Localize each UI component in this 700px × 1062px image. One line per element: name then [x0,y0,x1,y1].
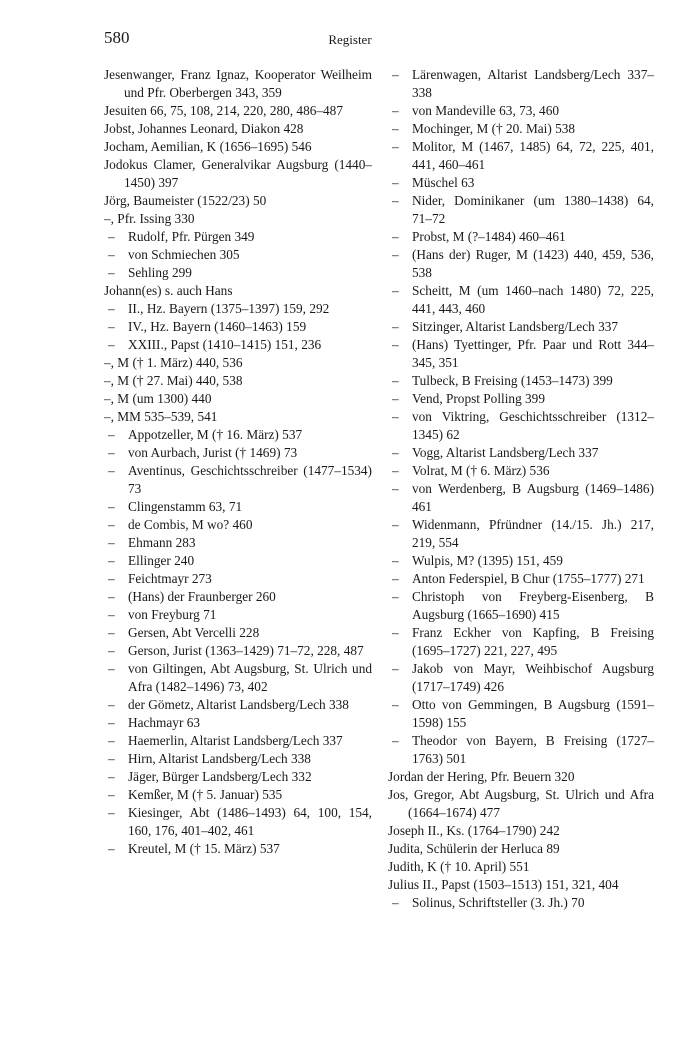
index-entry-text: Judith, K († 10. April) 551 [388,859,530,874]
index-entry [104,318,372,336]
dash-marker: – [392,319,399,334]
index-entry-text: Anton Federspiel, B Chur (1755–1777) 271 [412,571,645,586]
index-entry [104,840,372,858]
index-entry-text: Otto von Gemmingen, B Augsburg (1591–1598) 155 [412,697,654,730]
dash-marker: – [392,409,399,424]
index-entry [104,246,372,264]
dash-marker: – [108,319,115,334]
dash-marker: – [108,265,115,280]
dash-marker: – [392,373,399,388]
dash-marker: – [392,175,399,190]
index-entry [104,786,372,804]
index-entry [104,516,372,534]
index-entry-text: Jäger, Bürger Landsberg/Lech 332 [128,769,312,784]
dash-marker: – [108,499,115,514]
index-entry-text: von Viktring, Geschichtsschreiber (1312–1345) 62 [412,409,654,442]
dash-marker: – [392,103,399,118]
index-entry-text: Christoph von Freyberg-Eisenberg, B Augsburg (1665–1690) 415 [412,589,654,622]
index-entry-text: Theodor von Bayern, B Freising (1727–1763) 501 [412,733,654,766]
index-entry [388,732,654,768]
index-entry-text: der Gömetz, Altarist Landsberg/Lech 338 [128,697,349,712]
index-entry-text: –, M (um 1300) 440 [104,391,212,406]
index-entry-text: Sitzinger, Altarist Landsberg/Lech 337 [412,319,619,334]
index-entry [388,228,654,246]
index-entry-text: –, MM 535–539, 541 [104,409,218,424]
index-entry-text: –, M († 27. Mai) 440, 538 [104,373,243,388]
index-entry-text: Appotzeller, M († 16. März) 537 [128,427,303,442]
index-entry-text: Ellinger 240 [128,553,195,568]
dash-marker: – [392,571,399,586]
dash-marker: – [108,733,115,748]
index-entry-text: Jordan der Hering, Pfr. Beuern 320 [388,769,575,784]
index-entry-text: von Schmiechen 305 [128,247,240,262]
index-entry-text: Franz Eckher von Kapfing, B Freising (1695–1727) 221, 227, 495 [412,625,654,658]
index-entry-text: de Combis, M wo? 460 [128,517,253,532]
index-entry [388,372,654,390]
index-entry-text: von Freyburg 71 [128,607,217,622]
index-entry [388,462,654,480]
index-entry [388,282,654,318]
index-entry-text: Jakob von Mayr, Weihbischof Augsburg (1717–1749) 426 [412,661,654,694]
index-entry-text: Gersen, Abt Vercelli 228 [128,625,260,640]
index-entry-text: Kemßer, M († 5. Januar) 535 [128,787,283,802]
index-entry-text: Julius II., Papst (1503–1513) 151, 321, 404 [388,877,619,892]
dash-marker: – [108,697,115,712]
index-entry [104,588,372,606]
dash-marker: – [392,391,399,406]
index-entry-text: IV., Hz. Bayern (1460–1463) 159 [128,319,307,334]
dash-marker: – [108,445,115,460]
index-entry [104,354,372,372]
index-entry [104,408,372,426]
index-entry-text: Feichtmayr 273 [128,571,212,586]
index-entry-text: Solinus, Schriftsteller (3. Jh.) 70 [412,895,585,910]
index-entry [104,138,372,156]
index-column-left [104,66,372,858]
index-entry-text: von Giltingen, Abt Augsburg, St. Ulrich und Afra (1482–1496) 73, 402 [128,661,372,694]
index-entry-text: Lärenwagen, Altarist Landsberg/Lech 337–338 [412,67,654,100]
index-entry [104,372,372,390]
index-entry [388,444,654,462]
dash-marker: – [108,715,115,730]
index-entry [104,462,372,498]
index-entry-text: Hachmayr 63 [128,715,200,730]
dash-marker: – [392,193,399,208]
index-entry [104,498,372,516]
index-entry-text: Haemerlin, Altarist Landsberg/Lech 337 [128,733,343,748]
dash-marker: – [392,661,399,676]
dash-marker: – [392,481,399,496]
dash-marker: – [392,337,399,352]
dash-marker: – [108,301,115,316]
index-entry [104,444,372,462]
dash-marker: – [392,283,399,298]
index-entry-text: –, Pfr. Issing 330 [104,211,195,226]
index-entry [388,66,654,102]
dash-marker: – [108,553,115,568]
dash-marker: – [108,625,115,640]
dash-marker: – [392,553,399,568]
dash-marker: – [108,427,115,442]
index-entry-text: Tulbeck, B Freising (1453–1473) 399 [412,373,613,388]
dash-marker: – [108,841,115,856]
index-entry [104,552,372,570]
index-entry [104,426,372,444]
index-entry-text: Jodokus Clamer, Generalvikar Augsburg (1440–1450) 397 [104,157,372,190]
index-entry-text: Johann(es) s. auch Hans [104,283,233,298]
dash-marker: – [392,625,399,640]
index-entry [388,174,654,192]
index-entry-text: Wulpis, M? (1395) 151, 459 [412,553,563,568]
index-entry [388,786,654,822]
index-entry-text: Jesuiten 66, 75, 108, 214, 220, 280, 486–487 [104,103,343,118]
page-number: 580 [104,28,130,47]
index-entry-text: von Mandeville 63, 73, 460 [412,103,559,118]
index-entry [388,876,654,894]
index-entry [104,642,372,660]
index-entry-text: Aventinus, Geschichtsschreiber (1477–1534) 73 [128,463,372,496]
index-entry [388,102,654,120]
index-entry-text: Probst, M (?–1484) 460–461 [412,229,566,244]
index-entry [388,192,654,228]
dash-marker: – [392,121,399,136]
dash-marker: – [392,733,399,748]
index-entry [388,696,654,732]
index-entry [104,336,372,354]
index-entry [104,210,372,228]
index-entry [388,408,654,444]
index-entry [104,570,372,588]
index-entry [388,120,654,138]
index-entry-text: Mochinger, M († 20. Mai) 538 [412,121,576,136]
dash-marker: – [108,463,115,478]
index-entry [388,570,654,588]
index-entry [388,390,654,408]
dash-marker: – [108,589,115,604]
dash-marker: – [392,67,399,82]
index-entry [104,624,372,642]
index-entry-text: II., Hz. Bayern (1375–1397) 159, 292 [128,301,330,316]
index-entry-text: Kiesinger, Abt (1486–1493) 64, 100, 154, 160, 176, 401–402, 461 [128,805,372,838]
index-entry-text: Vogg, Altarist Landsberg/Lech 337 [412,445,599,460]
index-entry [104,156,372,192]
index-entry [104,768,372,786]
index-entry-text: Gerson, Jurist (1363–1429) 71–72, 228, 487 [128,643,364,658]
dash-marker: – [392,697,399,712]
dash-marker: – [108,607,115,622]
dash-marker: – [108,229,115,244]
dash-marker: – [392,589,399,604]
index-entry-text: (Hans) Tyettinger, Pfr. Paar und Rott 344–345, 351 [412,337,654,370]
index-entry-text: (Hans) der Fraunberger 260 [128,589,276,604]
index-entry [388,858,654,876]
dash-marker: – [392,247,399,262]
index-entry [104,750,372,768]
index-entry-text: Jobst, Johannes Leonard, Diakon 428 [104,121,304,136]
index-entry [104,390,372,408]
dash-marker: – [108,517,115,532]
index-entry [104,228,372,246]
index-entry-text: Jos, Gregor, Abt Augsburg, St. Ulrich und Afra (1664–1674) 477 [388,787,654,820]
index-entry [388,660,654,696]
index-entry [388,624,654,660]
index-entry-text: Judita, Schülerin der Herluca 89 [388,841,560,856]
dash-marker: – [392,445,399,460]
dash-marker: – [392,517,399,532]
index-entry-text: von Aurbach, Jurist († 1469) 73 [128,445,298,460]
index-entry [104,660,372,696]
index-entry [388,318,654,336]
index-entry-text: Rudolf, Pfr. Pürgen 349 [128,229,255,244]
index-entry-text: Molitor, M (1467, 1485) 64, 72, 225, 401, 441, 460–461 [412,139,654,172]
index-entry [388,840,654,858]
index-entry [388,246,654,282]
index-entry-text: Sehling 299 [128,265,192,280]
index-entry [388,516,654,552]
dash-marker: – [108,751,115,766]
index-entry-text: Clingenstamm 63, 71 [128,499,243,514]
running-head: Register [328,32,372,47]
index-entry-text: Widenmann, Pfründner (14./15. Jh.) 217, 219, 554 [412,517,654,550]
index-entry [388,588,654,624]
index-entry-text: Hirn, Altarist Landsberg/Lech 338 [128,751,311,766]
index-entry-text: Nider, Dominikaner (um 1380–1438) 64, 71–72 [412,193,654,226]
index-entry [104,300,372,318]
dash-marker: – [108,769,115,784]
index-entry-text: –, M († 1. März) 440, 536 [104,355,243,370]
dash-marker: – [108,571,115,586]
index-entry [388,336,654,372]
dash-marker: – [392,895,399,910]
index-entry-text: Joseph II., Ks. (1764–1790) 242 [388,823,560,838]
index-entry-text: Kreutel, M († 15. März) 537 [128,841,280,856]
dash-marker: – [108,337,115,352]
index-entry [388,480,654,516]
index-entry [388,138,654,174]
index-entry-text: von Werdenberg, B Augsburg (1469–1486) 461 [412,481,654,514]
dash-marker: – [108,643,115,658]
dash-marker: – [392,229,399,244]
index-entry-text: Müschel 63 [412,175,475,190]
index-entry [388,768,654,786]
index-entry [104,282,372,300]
index-entry [388,894,654,912]
dash-marker: – [108,787,115,802]
dash-marker: – [108,535,115,550]
dash-marker: – [108,805,115,820]
index-entry [388,552,654,570]
index-entry-text: Scheitt, M (um 1460–nach 1480) 72, 225, 441, 443, 460 [412,283,654,316]
index-entry [104,696,372,714]
index-entry-text: Jocham, Aemilian, K (1656–1695) 546 [104,139,312,154]
dash-marker: – [392,463,399,478]
index-entry-text: Vend, Propst Polling 399 [412,391,545,406]
index-column-right [388,66,654,912]
index-entry [104,732,372,750]
index-entry [104,192,372,210]
index-entry-text: (Hans der) Ruger, M (1423) 440, 459, 536, 538 [412,247,654,280]
dash-marker: – [108,247,115,262]
index-entry-text: Ehmann 283 [128,535,196,550]
index-entry [388,822,654,840]
index-entry-text: Jörg, Baumeister (1522/23) 50 [104,193,267,208]
index-entry-text: Jesenwanger, Franz Ignaz, Kooperator Weilheim und Pfr. Oberbergen 343, 359 [104,67,372,100]
index-entry [104,714,372,732]
index-entry [104,102,372,120]
index-entry [104,120,372,138]
index-entry [104,804,372,840]
index-entry [104,534,372,552]
index-entry [104,264,372,282]
index-entry-text: XXIII., Papst (1410–1415) 151, 236 [128,337,322,352]
dash-marker: – [392,139,399,154]
index-entry [104,66,372,102]
index-entry-text: Volrat, M († 6. März) 536 [412,463,550,478]
dash-marker: – [108,661,115,676]
index-entry [104,606,372,624]
